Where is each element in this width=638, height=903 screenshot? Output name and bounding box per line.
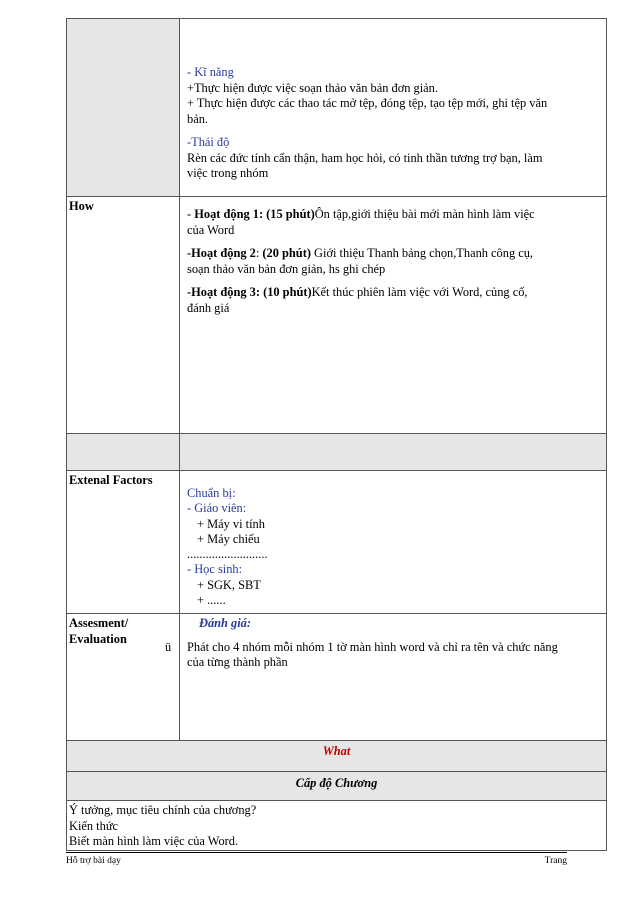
external-label: Extenal Factors [69,473,153,487]
how-content-cell [180,197,607,434]
activity-2-line1 [187,246,598,262]
activity-3-text: Kết thúc phiên làm việc với Word, củng cố, [311,285,528,299]
attitude-line1: Rèn các đức tính cẩn thận, ham học hỏi, có tinh thần tương trợ bạn, làm [187,150,543,165]
chapter-content-row [67,801,607,851]
student-item-more: + ...... [197,593,226,608]
what-cell [67,741,607,772]
activity-2-time: (20 phút) [262,246,311,260]
activity-2-line2: soạn thảo văn bản đơn giản, hs ghi chép [187,261,386,276]
chapter-cell [67,772,607,801]
how-row [67,197,607,434]
activity-2-text: Giới thiệu Thanh bảng chọn,Thanh công cụ, [310,246,534,260]
chapter-knowledge-item [69,834,604,850]
empty-content-cell [180,434,607,471]
activity-2-title: -Hoạt động 2 [187,246,256,260]
page-footer [66,852,567,867]
activity-1-line1 [187,207,598,223]
objectives-content-cell [180,19,607,197]
external-content-cell [180,471,607,614]
objectives-label-cell [67,19,180,197]
teacher-item-projector: + Máy chiếu [197,531,260,546]
chapter-idea: Ý tưởng, mục tiêu chính của chương? [69,803,257,817]
activity-1-line2: của Word [187,222,235,237]
assessment-item-line2: của từng thành phần [187,655,288,669]
document-page [66,18,607,851]
activity-1-text: Ôn tập,giới thiệu bài mới màn hình làm việc [314,207,535,221]
teacher-heading: - Giáo viên: [187,501,247,516]
assessment-label-line1: Assesment/ [69,616,129,630]
activity-1-prefix: - [187,207,195,221]
chapter-row [67,772,607,801]
activity-3-title: -Hoạt động 3: (10 phút) [187,285,312,299]
what-row [67,741,607,772]
student-heading: - Học sinh: [187,562,243,577]
assessment-heading: Đánh giá: [199,616,251,630]
preparation-heading: Chuẩn bị: [187,486,236,500]
lesson-plan-table [66,18,607,851]
chapter-knowledge: Kiến thức [69,818,119,833]
assessment-row [67,614,607,741]
assessment-label [67,614,179,649]
skills-heading: - Kĩ năng [187,65,234,79]
teacher-item-computer: + Máy vi tính [197,516,265,531]
skills-item-2-line2: bản. [187,111,208,126]
attitude-line2: việc trong nhóm [187,166,269,180]
chapter-knowledge-text: Biết màn hình làm việc của Word. [69,834,239,848]
assessment-content-cell [165,614,607,741]
skills-item-2-line1: + Thực hiện được các thao tác mở tệp, đóng tệp, tạo tệp mới, ghi tệp văn [187,96,548,110]
chapter-content-cell [67,801,607,851]
what-heading: What [322,744,351,758]
assessment-label-line2: Evaluation [69,631,127,646]
empty-label-cell [67,434,180,471]
footer-left-text: Hỗ trợ bài dạy [66,856,121,866]
checkmark-icon: ü [165,639,172,654]
teacher-dots: .......................... [187,547,268,562]
activity-1-title: Hoạt động 1: (15 phút) [194,207,315,221]
external-label-cell [67,471,180,614]
external-factors-row [67,471,607,614]
footer-page-label: Trang [544,856,567,866]
objectives-row [67,19,607,197]
attitude-heading: -Thái độ [187,135,230,149]
assessment-item [165,639,598,671]
how-label: How [69,199,94,213]
empty-row [67,434,607,471]
how-label-cell [67,197,180,434]
skills-item-1: +Thực hiện được việc soạn thảo văn bản đơn giản. [187,80,438,95]
activity-2-colon: : [255,246,263,260]
assessment-item-line1: Phát cho 4 nhóm mỗi nhóm 1 tờ màn hình word và chỉ ra tên và chức năng [187,639,558,654]
student-item-books: + SGK, SBT [197,577,261,592]
activity-3-line2: đánh giá [187,300,230,315]
assessment-label-cell [67,614,180,741]
chapter-heading: Cấp độ Chương [295,776,378,790]
activity-3-line1 [187,285,598,301]
